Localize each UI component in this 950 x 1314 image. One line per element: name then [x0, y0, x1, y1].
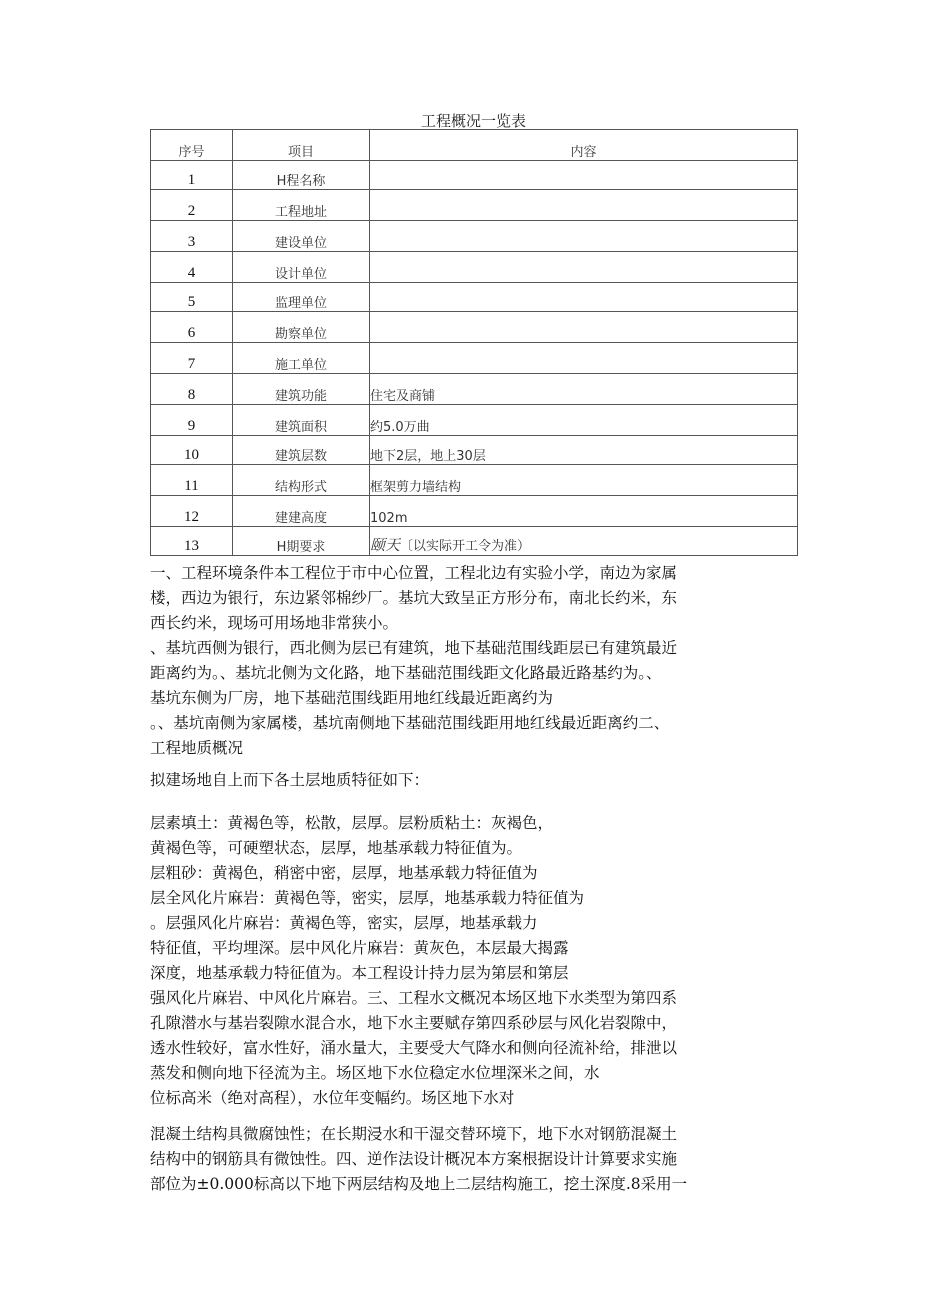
row-content	[370, 252, 798, 283]
row-item: 施工单位	[233, 343, 370, 374]
table-row	[151, 312, 798, 343]
table-row	[151, 496, 798, 527]
row-item: H程名称	[233, 161, 370, 190]
paragraph-intro	[150, 768, 800, 793]
row-no: 4	[151, 252, 233, 283]
table-title: 工程概况一览表	[420, 112, 526, 130]
header-content: 内容	[370, 130, 798, 161]
row-content	[370, 343, 798, 374]
row-item: 建筑功能	[233, 374, 370, 405]
row-content	[370, 190, 798, 221]
row-content: 住宅及商铺	[370, 374, 798, 405]
row-no: 7	[151, 343, 233, 374]
row-item: 建设单位	[233, 221, 370, 252]
table-row	[151, 343, 798, 374]
row-content: 地下2层，地上30层	[370, 436, 798, 465]
text-line: 工程地质概况	[150, 739, 244, 757]
row-content	[370, 527, 798, 556]
paragraph-hydrology	[150, 1122, 800, 1197]
row-no: 11	[151, 465, 233, 496]
row-no: 12	[151, 496, 233, 527]
row-no: 5	[151, 283, 233, 312]
project-overview-table	[150, 129, 798, 556]
row-content: 102m	[370, 496, 798, 527]
text-line: 位标高米（绝对高程），水位年变幅约。场区地下水对	[150, 1089, 515, 1107]
row-no: 6	[151, 312, 233, 343]
text-line: 一、工程环境条件本工程位于市中心位置，工程北边有实验小学，南边为家属	[150, 564, 678, 582]
text-line: 蒸发和侧向地下径流为主。场区地下水位稳定水位埋深米之间，水	[150, 1064, 600, 1082]
table-row	[151, 161, 798, 190]
row-item: H期要求	[233, 527, 370, 556]
table-row	[151, 527, 798, 556]
row-no: 13	[151, 527, 233, 556]
text-line: 混凝土结构具微腐蚀性；在长期浸水和干湿交替环境下，地下水对钢筋混凝土	[150, 1125, 678, 1143]
row-item: 建筑面积	[233, 405, 370, 436]
row-item: 结构形式	[233, 465, 370, 496]
row-no: 9	[151, 405, 233, 436]
table-row	[151, 374, 798, 405]
text-line: 深度，地基承载力特征值为。本工程设计持力层为第层和第层	[150, 964, 569, 982]
table-row	[151, 405, 798, 436]
row-content-text: 〔以实际开工令为准）	[400, 539, 531, 554]
row-no: 10	[151, 436, 233, 465]
text-line: 孔隙潜水与基岩裂隙水混合水，地下水主要赋存第四系砂层与风化岩裂隙中，	[150, 1014, 678, 1032]
header-no: 序号	[151, 130, 233, 161]
text-line: 拟建场地自上而下各土层地质特征如下：	[150, 771, 430, 789]
text-line: 。层强风化片麻岩：黄褐色等，密实，层厚，地基承载力	[150, 914, 538, 932]
row-item: 建筑层数	[233, 436, 370, 465]
table-row	[151, 436, 798, 465]
row-content	[370, 283, 798, 312]
table-row	[151, 221, 798, 252]
row-item: 监理单位	[233, 283, 370, 312]
text-line: 层全风化片麻岩：黄褐色等，密实，层厚，地基承载力特征值为	[150, 889, 585, 907]
row-content	[370, 312, 798, 343]
table-header-row	[151, 130, 798, 161]
row-content	[370, 161, 798, 190]
row-content-lead: 颐天	[370, 538, 401, 554]
table-row	[151, 465, 798, 496]
text-line: 。、基坑南侧为家属楼，基坑南侧地下基础范围线距用地红线最近距离约二、	[150, 714, 670, 732]
text-line: 结构中的钢筋具有微蚀性。四、逆作法设计概况本方案根据设计计算要求实施	[150, 1150, 678, 1168]
row-item: 建建高度	[233, 496, 370, 527]
table-row	[151, 190, 798, 221]
header-item: 项目	[233, 130, 370, 161]
table-row	[151, 283, 798, 312]
row-no: 2	[151, 190, 233, 221]
row-no: 1	[151, 161, 233, 190]
text-line: 西长约米，现场可用场地非常狭小。	[150, 614, 399, 632]
text-line: 层素填土：黄褐色等，松散，层厚。层粉质粘土：灰褐色，	[150, 814, 554, 832]
text-line: 距离约为。、基坑北侧为文化路，地下基础范围线距文化路最近路基约为。、	[150, 664, 662, 682]
row-item: 勘察单位	[233, 312, 370, 343]
text-line: 黄褐色等，可硬塑状态，层厚，地基承载力特征值为。	[150, 839, 523, 857]
row-item: 工程地址	[233, 190, 370, 221]
text-line: 层粗砂：黄褐色，稍密中密，层厚，地基承载力特征值为	[150, 864, 538, 882]
row-content: 框架剪力墙结构	[370, 465, 798, 496]
row-no: 8	[151, 374, 233, 405]
text-line: 楼，西边为银行，东边紧邻棉纱厂。基坑大致呈正方形分布，南北长约米，东	[150, 589, 678, 607]
text-line: 、基坑西侧为银行，西北侧为层已有建筑，地下基础范围线距层已有建筑最近	[150, 639, 678, 657]
text-line: 透水性较好，富水性好，涌水量大，主要受大气降水和侧向径流补给，排泄以	[150, 1039, 678, 1057]
text-line: 特征值，平均埋深。层中风化片麻岩：黄灰色，本层最大揭露	[150, 939, 569, 957]
text-line: 部位为±0.000标高以下地下两层结构及地上二层结构施工，挖土深度.8采用一	[150, 1175, 688, 1193]
row-item: 设计单位	[233, 252, 370, 283]
row-content: 约5.0万曲	[370, 405, 798, 436]
row-no: 3	[151, 221, 233, 252]
paragraph-environment	[150, 561, 800, 761]
row-content	[370, 221, 798, 252]
table-row	[151, 252, 798, 283]
text-line: 强风化片麻岩、中风化片麻岩。三、工程水文概况本场区地下水类型为第四系	[150, 989, 678, 1007]
text-line: 基坑东侧为厂房，地下基础范围线距用地红线最近距离约为	[150, 689, 554, 707]
paragraph-geology	[150, 811, 800, 1111]
